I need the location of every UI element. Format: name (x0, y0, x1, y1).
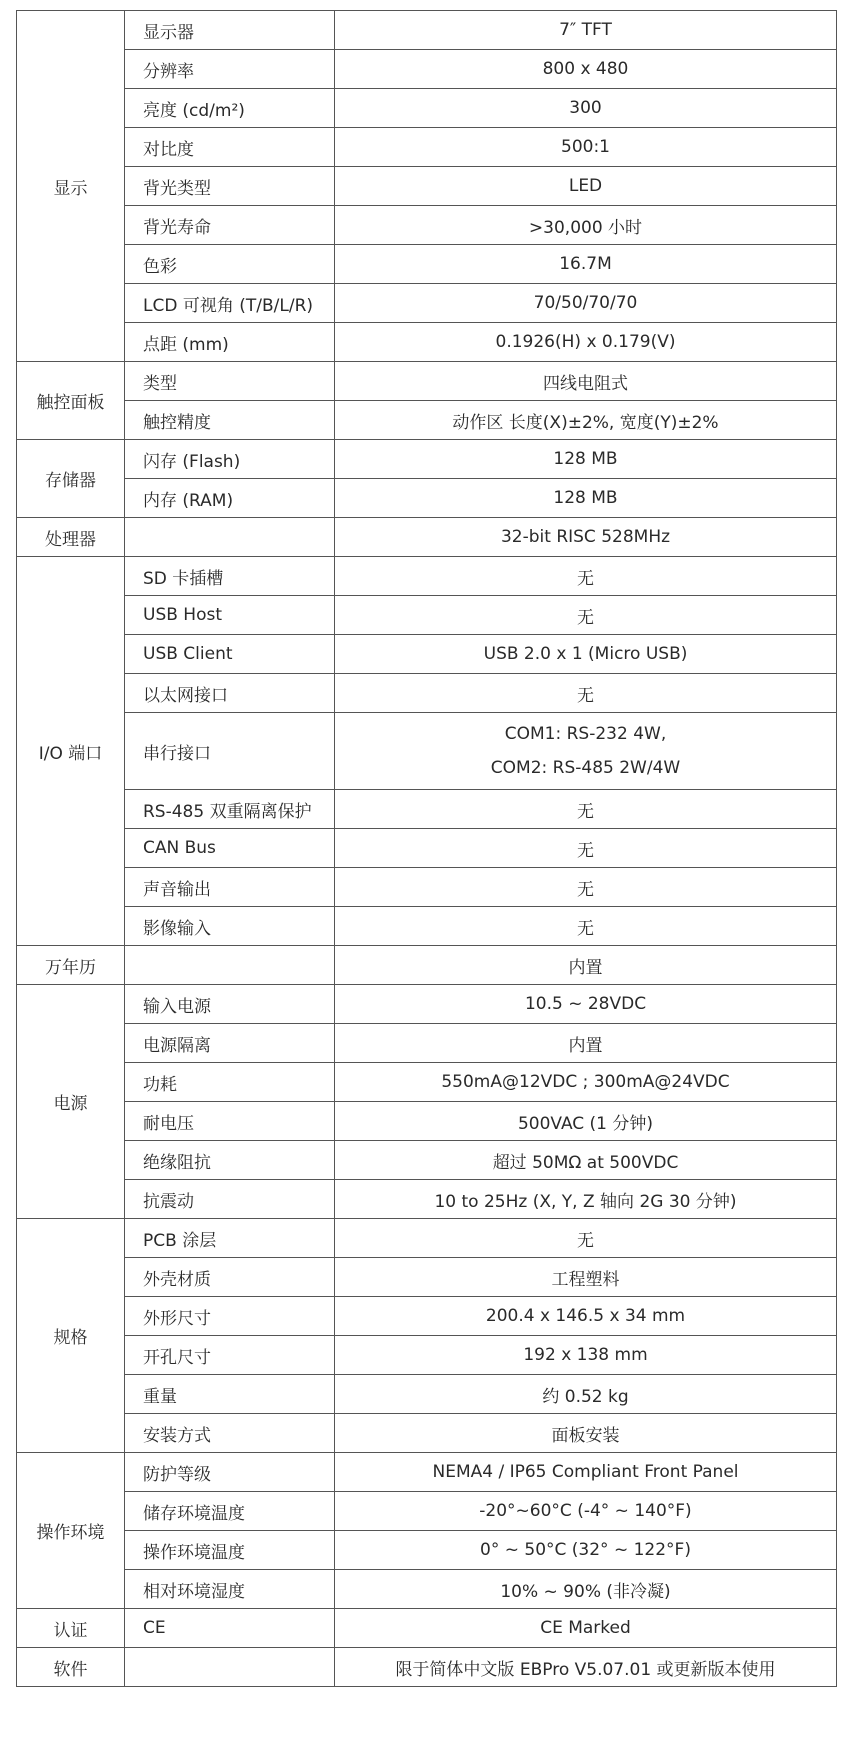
item-cell: 相对环境湿度 (125, 1570, 335, 1609)
value-line: NEMA4 / IP65 Compliant Front Panel (432, 1462, 739, 1482)
table-row (17, 1297, 837, 1336)
value-line: 内置 (568, 1035, 603, 1056)
value-cell (335, 713, 837, 790)
value-cell (335, 985, 837, 1024)
value-cell (335, 1219, 837, 1258)
table-row (17, 1375, 837, 1414)
item-cell: 闪存 (Flash) (125, 440, 335, 479)
item-cell: CAN Bus (125, 829, 335, 868)
value-cell (335, 206, 837, 245)
value-line: 128 MB (553, 449, 618, 469)
value-cell (335, 790, 837, 829)
table-row (17, 1414, 837, 1453)
item-cell: 绝缘阻抗 (125, 1141, 335, 1180)
table-row (17, 1024, 837, 1063)
value-cell (335, 479, 837, 518)
item-cell: 耐电压 (125, 1102, 335, 1141)
value-line: 0.1926(H) x 0.179(V) (495, 332, 676, 352)
table-row (17, 829, 837, 868)
value-cell (335, 1531, 837, 1570)
category-cell: 显示 (17, 11, 125, 362)
table-row (17, 635, 837, 674)
table-row (17, 1102, 837, 1141)
value-line: 内置 (568, 957, 603, 978)
item-cell: 重量 (125, 1375, 335, 1414)
value-line: COM2: RS-485 2W/4W (490, 758, 681, 778)
value-line: 550mA@12VDC ; 300mA@24VDC (441, 1072, 730, 1092)
value-line: 工程塑料 (551, 1269, 620, 1290)
item-cell: 类型 (125, 362, 335, 401)
item-cell: PCB 涂层 (125, 1219, 335, 1258)
item-cell: 色彩 (125, 245, 335, 284)
value-cell (335, 440, 837, 479)
item-cell: 抗震动 (125, 1180, 335, 1219)
category-cell: 万年历 (17, 946, 125, 985)
table-row (17, 790, 837, 829)
value-cell (335, 1024, 837, 1063)
value-line: CE Marked (540, 1618, 631, 1638)
value-cell (335, 1297, 837, 1336)
table-row (17, 128, 837, 167)
table-row (17, 1492, 837, 1531)
item-cell: 亮度 (cd/m²) (125, 89, 335, 128)
item-cell: 对比度 (125, 128, 335, 167)
table-row (17, 206, 837, 245)
item-cell: 外壳材质 (125, 1258, 335, 1297)
item-cell: 安装方式 (125, 1414, 335, 1453)
table-row (17, 946, 837, 985)
item-cell: 分辨率 (125, 50, 335, 89)
category-cell: 处理器 (17, 518, 125, 557)
table-row (17, 868, 837, 907)
value-cell (335, 1648, 837, 1687)
value-cell (335, 1609, 837, 1648)
value-cell (335, 1141, 837, 1180)
table-row (17, 557, 837, 596)
category-cell: 软件 (17, 1648, 125, 1687)
value-line: 16.7M (559, 254, 612, 274)
table-row (17, 167, 837, 206)
category-cell: I/O 端口 (17, 557, 125, 946)
table-row (17, 11, 837, 50)
item-cell: 电源隔离 (125, 1024, 335, 1063)
item-cell: 串行接口 (125, 713, 335, 790)
item-cell: 内存 (RAM) (125, 479, 335, 518)
value-cell (335, 518, 837, 557)
value-line: 0° ~ 50°C (32° ~ 122°F) (480, 1540, 691, 1560)
value-line: >30,000 小时 (528, 217, 643, 238)
value-cell (335, 1492, 837, 1531)
value-cell (335, 284, 837, 323)
value-cell (335, 907, 837, 946)
table-row (17, 1609, 837, 1648)
value-cell (335, 50, 837, 89)
value-line: 无 (577, 607, 594, 628)
value-line: -20°~60°C (-4° ~ 140°F) (479, 1501, 692, 1521)
table-row (17, 50, 837, 89)
value-cell (335, 1375, 837, 1414)
category-cell: 认证 (17, 1609, 125, 1648)
value-cell (335, 89, 837, 128)
value-cell (335, 557, 837, 596)
value-cell (335, 635, 837, 674)
category-cell: 存储器 (17, 440, 125, 518)
category-cell: 电源 (17, 985, 125, 1219)
value-line: 约 0.52 kg (542, 1386, 629, 1407)
value-cell (335, 1102, 837, 1141)
item-cell: 以太网接口 (125, 674, 335, 713)
value-line: 500VAC (1 分钟) (517, 1113, 654, 1134)
value-line: 192 x 138 mm (523, 1345, 648, 1365)
value-cell (335, 596, 837, 635)
table-row (17, 1219, 837, 1258)
value-line: 7″ TFT (559, 20, 612, 40)
value-cell (335, 167, 837, 206)
table-row (17, 985, 837, 1024)
value-line: 200.4 x 146.5 x 34 mm (485, 1306, 686, 1326)
table-row (17, 89, 837, 128)
category-cell: 触控面板 (17, 362, 125, 440)
value-cell (335, 401, 837, 440)
value-line: 无 (577, 685, 594, 706)
value-cell (335, 245, 837, 284)
value-cell (335, 868, 837, 907)
value-line: 10% ~ 90% (非冷凝) (500, 1581, 671, 1602)
value-cell (335, 674, 837, 713)
table-row (17, 518, 837, 557)
value-cell (335, 362, 837, 401)
value-line: 10.5 ~ 28VDC (524, 994, 647, 1014)
item-cell: CE (125, 1609, 335, 1648)
item-cell: 影像输入 (125, 907, 335, 946)
value-line: 超过 50MΩ at 500VDC (492, 1152, 679, 1173)
item-cell: 显示器 (125, 11, 335, 50)
item-cell: 背光寿命 (125, 206, 335, 245)
value-line: LED (568, 176, 603, 196)
item-cell: 点距 (mm) (125, 323, 335, 362)
table-row (17, 1063, 837, 1102)
value-line: 面板安装 (551, 1425, 620, 1446)
value-line: 限于简体中文版 EBPro V5.07.01 或更新版本使用 (395, 1659, 776, 1680)
item-cell: USB Client (125, 635, 335, 674)
value-line: 无 (577, 840, 594, 861)
table-row (17, 323, 837, 362)
value-line: COM1: RS-232 4W, (504, 724, 667, 744)
value-cell (335, 1063, 837, 1102)
value-line: 无 (577, 879, 594, 900)
value-line: 32-bit RISC 528MHz (500, 527, 671, 547)
value-cell (335, 1453, 837, 1492)
table-row (17, 1141, 837, 1180)
value-cell (335, 1570, 837, 1609)
value-cell (335, 1258, 837, 1297)
item-cell (125, 518, 335, 557)
value-line: 四线电阻式 (543, 373, 628, 394)
item-cell: USB Host (125, 596, 335, 635)
value-line: 70/50/70/70 (533, 293, 638, 313)
item-cell (125, 1648, 335, 1687)
table-row (17, 284, 837, 323)
table-row (17, 245, 837, 284)
value-line: 10 to 25Hz (X, Y, Z 轴向 2G 30 分钟) (434, 1191, 737, 1212)
item-cell: 背光类型 (125, 167, 335, 206)
value-cell (335, 11, 837, 50)
table-row (17, 1648, 837, 1687)
table-row (17, 1570, 837, 1609)
value-line: USB 2.0 x 1 (Micro USB) (483, 644, 688, 664)
value-line: 800 x 480 (542, 59, 629, 79)
value-cell (335, 1414, 837, 1453)
category-cell: 操作环境 (17, 1453, 125, 1609)
table-row (17, 440, 837, 479)
value-cell (335, 829, 837, 868)
table-row (17, 713, 837, 790)
item-cell: SD 卡插槽 (125, 557, 335, 596)
item-cell: 开孔尺寸 (125, 1336, 335, 1375)
table-row (17, 362, 837, 401)
value-line: 500:1 (561, 137, 610, 157)
value-line: 300 (569, 98, 602, 118)
value-line: 无 (577, 801, 594, 822)
table-row (17, 596, 837, 635)
value-cell (335, 1180, 837, 1219)
table-row (17, 479, 837, 518)
category-cell: 规格 (17, 1219, 125, 1453)
item-cell: 操作环境温度 (125, 1531, 335, 1570)
item-cell: 防护等级 (125, 1453, 335, 1492)
value-line: 128 MB (553, 488, 618, 508)
item-cell: 功耗 (125, 1063, 335, 1102)
value-line: 无 (577, 918, 594, 939)
table-row (17, 1258, 837, 1297)
item-cell: LCD 可视角 (T/B/L/R) (125, 284, 335, 323)
item-cell: 声音输出 (125, 868, 335, 907)
item-cell: 储存环境温度 (125, 1492, 335, 1531)
spec-table-body (17, 11, 837, 1687)
item-cell (125, 946, 335, 985)
table-row (17, 674, 837, 713)
value-line: 无 (577, 1230, 594, 1251)
item-cell: 触控精度 (125, 401, 335, 440)
value-line: 无 (577, 568, 594, 589)
table-row (17, 1180, 837, 1219)
table-row (17, 1336, 837, 1375)
value-cell (335, 128, 837, 167)
value-line: 动作区 长度(X)±2%, 宽度(Y)±2% (452, 412, 719, 433)
value-cell (335, 946, 837, 985)
value-cell (335, 1336, 837, 1375)
spec-table (16, 10, 837, 1687)
value-cell (335, 323, 837, 362)
table-row (17, 907, 837, 946)
table-row (17, 1531, 837, 1570)
table-row (17, 401, 837, 440)
item-cell: RS-485 双重隔离保护 (125, 790, 335, 829)
item-cell: 输入电源 (125, 985, 335, 1024)
item-cell: 外形尺寸 (125, 1297, 335, 1336)
table-row (17, 1453, 837, 1492)
